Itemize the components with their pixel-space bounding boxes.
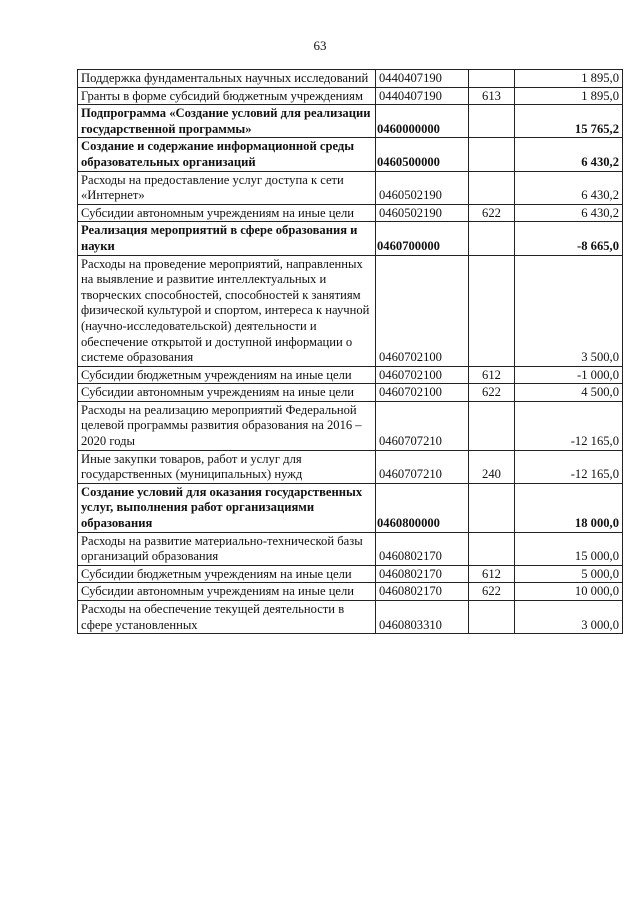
page-number: 63 [313, 38, 327, 53]
table-row [78, 366, 623, 384]
amount-cell: 15 000,0 [515, 532, 623, 565]
amount-cell: 15 765,2 [515, 105, 623, 138]
target-code-cell: 0460702100 [376, 366, 469, 384]
amount-cell: 5 000,0 [515, 565, 623, 583]
table-row [78, 384, 623, 402]
expense-type-cell [469, 601, 515, 634]
expense-type-cell [469, 138, 515, 171]
table-row [78, 87, 623, 105]
expense-name-cell: Субсидии бюджетным учреждениям на иные цели [78, 565, 376, 583]
table-row [78, 138, 623, 171]
expense-name-cell: Субсидии бюджетным учреждениям на иные цели [78, 366, 376, 384]
target-code-cell: 0460802170 [376, 565, 469, 583]
expense-type-cell [469, 483, 515, 532]
target-code-cell: 0460707210 [376, 450, 469, 483]
expense-type-cell: 612 [469, 565, 515, 583]
target-code-cell: 0440407190 [376, 70, 469, 88]
target-code-cell: 0460802170 [376, 532, 469, 565]
table-row [78, 483, 623, 532]
target-code-cell: 0460000000 [376, 105, 469, 138]
amount-cell: -12 165,0 [515, 401, 623, 450]
expense-type-cell [469, 171, 515, 204]
amount-cell: 10 000,0 [515, 583, 623, 601]
expense-name-cell: Создание и содержание информационной среды образовательных организаций [78, 138, 376, 171]
expense-name-cell: Подпрограмма «Создание условий для реализации государственной программы» [78, 105, 376, 138]
table-row [78, 601, 623, 634]
expense-name-cell: Субсидии автономным учреждениям на иные цели [78, 583, 376, 601]
expense-name-cell: Реализация мероприятий в сфере образования и науки [78, 222, 376, 255]
expense-type-cell [469, 70, 515, 88]
table-row [78, 171, 623, 204]
target-code-cell: 0460800000 [376, 483, 469, 532]
expense-type-cell: 622 [469, 583, 515, 601]
target-code-cell: 0460802170 [376, 583, 469, 601]
table-row [78, 255, 623, 366]
amount-cell: 6 430,2 [515, 204, 623, 222]
table-row [78, 532, 623, 565]
expense-name-cell: Расходы на обеспечение текущей деятельности в сфере установленных [78, 601, 376, 634]
target-code-cell: 0460700000 [376, 222, 469, 255]
expense-type-cell: 622 [469, 384, 515, 402]
amount-cell: 6 430,2 [515, 171, 623, 204]
amount-cell: -1 000,0 [515, 366, 623, 384]
table-row [78, 105, 623, 138]
table-row [78, 583, 623, 601]
table-row [78, 204, 623, 222]
expense-name-cell: Расходы на реализацию мероприятий Федеральной целевой программы развития образования на 2016 – 2020 годы [78, 401, 376, 450]
expense-name-cell: Создание условий для оказания государственных услуг, выполнения работ организациями образования [78, 483, 376, 532]
budget-table [77, 69, 623, 634]
expense-name-cell: Расходы на развитие материально-технической базы организаций образования [78, 532, 376, 565]
table-row [78, 70, 623, 88]
table-row [78, 565, 623, 583]
amount-cell: 1 895,0 [515, 87, 623, 105]
table-row [78, 222, 623, 255]
target-code-cell: 0460502190 [376, 204, 469, 222]
expense-name-cell: Гранты в форме субсидий бюджетным учреждениям [78, 87, 376, 105]
expense-name-cell: Расходы на предоставление услуг доступа к сети «Интернет» [78, 171, 376, 204]
expense-type-cell: 622 [469, 204, 515, 222]
amount-cell: 6 430,2 [515, 138, 623, 171]
target-code-cell: 0440407190 [376, 87, 469, 105]
amount-cell: 1 895,0 [515, 70, 623, 88]
expense-type-cell [469, 255, 515, 366]
expense-name-cell: Субсидии автономным учреждениям на иные цели [78, 384, 376, 402]
table-row [78, 401, 623, 450]
target-code-cell: 0460803310 [376, 601, 469, 634]
table-row [78, 450, 623, 483]
amount-cell: 18 000,0 [515, 483, 623, 532]
budget-table-body [78, 70, 623, 634]
amount-cell: -12 165,0 [515, 450, 623, 483]
amount-cell: -8 665,0 [515, 222, 623, 255]
expense-type-cell: 240 [469, 450, 515, 483]
target-code-cell: 0460502190 [376, 171, 469, 204]
expense-type-cell [469, 105, 515, 138]
expense-type-cell: 612 [469, 366, 515, 384]
target-code-cell: 0460702100 [376, 384, 469, 402]
amount-cell: 3 000,0 [515, 601, 623, 634]
expense-type-cell [469, 222, 515, 255]
expense-type-cell [469, 532, 515, 565]
expense-name-cell: Поддержка фундаментальных научных исследований [78, 70, 376, 88]
expense-type-cell: 613 [469, 87, 515, 105]
expense-name-cell: Расходы на проведение мероприятий, направленных на выявление и развитие интеллектуальных и творческих способностей, способностей к занятиям физической культурой и спортом, интереса к научной (научно-исследовательской) деятельности и обеспечение открытой и доступной информации о системе образования [78, 255, 376, 366]
target-code-cell: 0460707210 [376, 401, 469, 450]
expense-name-cell: Субсидии автономным учреждениям на иные цели [78, 204, 376, 222]
amount-cell: 4 500,0 [515, 384, 623, 402]
expense-name-cell: Иные закупки товаров, работ и услуг для государственных (муниципальных) нужд [78, 450, 376, 483]
amount-cell: 3 500,0 [515, 255, 623, 366]
target-code-cell: 0460500000 [376, 138, 469, 171]
expense-type-cell [469, 401, 515, 450]
target-code-cell: 0460702100 [376, 255, 469, 366]
